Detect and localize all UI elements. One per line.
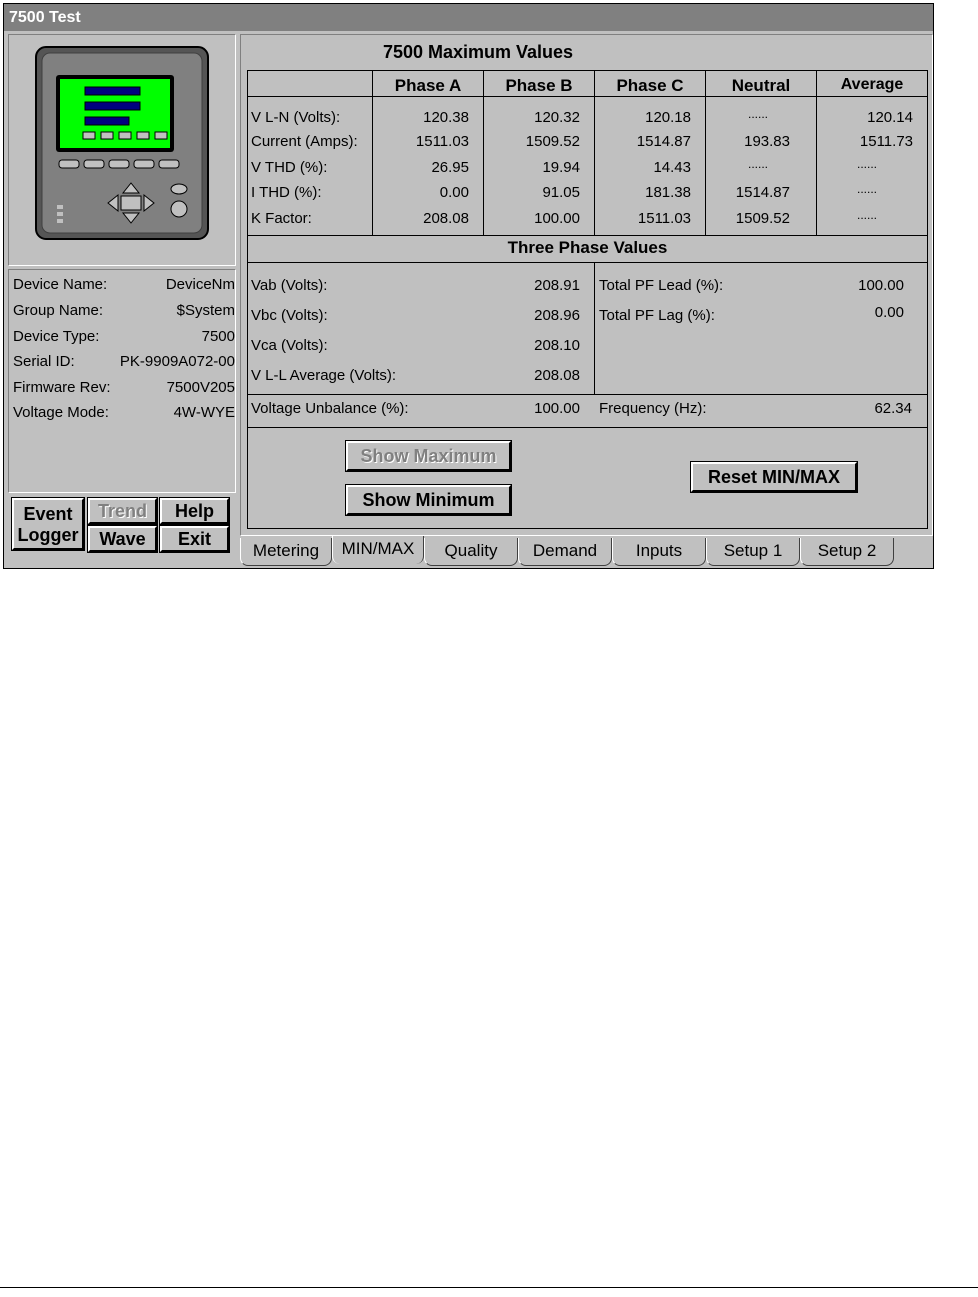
- table-cell: 1511.73: [859, 133, 913, 150]
- row-label-vthd: V THD (%):: [251, 159, 328, 176]
- table-cell: 181.38: [645, 184, 691, 201]
- page-bottom-rule: [0, 1287, 978, 1288]
- frequency-value: 62.34: [874, 400, 912, 417]
- three-phase-title: Three Phase Values: [507, 238, 668, 257]
- table-cell: 120.18: [645, 109, 691, 126]
- show-minimum-button[interactable]: Show Minimum: [346, 485, 511, 515]
- table-cell: ......: [856, 157, 877, 171]
- device-type-row: [13, 328, 235, 350]
- tab-setup-1[interactable]: Setup 1: [706, 538, 800, 566]
- tab-quality[interactable]: Quality: [424, 538, 518, 566]
- voltage-mode-label: Voltage Mode:: [13, 404, 109, 421]
- vll-average-value: 208.08: [534, 367, 580, 384]
- table-cell: 1514.87: [636, 133, 691, 150]
- tab-setup-2[interactable]: Setup 2: [800, 538, 894, 566]
- total-pf-lag-value: 0.00: [874, 304, 904, 321]
- table-cell: 120.32: [534, 109, 580, 126]
- event-logger-label-line1: Event: [23, 504, 73, 524]
- vll-average-label: V L-L Average (Volts):: [251, 367, 397, 384]
- voltage-mode-row: [13, 404, 235, 426]
- frequency-label: Frequency (Hz):: [599, 400, 707, 417]
- group-name-label: Group Name:: [13, 302, 104, 319]
- vbc-label: Vbc (Volts):: [251, 307, 328, 324]
- table-cell: 14.43: [653, 159, 691, 176]
- main-title-wrap: [240, 42, 978, 63]
- table-cell: 1511.03: [637, 210, 691, 227]
- reset-minmax-button[interactable]: Reset MIN/MAX: [691, 462, 857, 492]
- device-type-label: Device Type:: [13, 328, 100, 345]
- column-header-neutral: Neutral: [731, 76, 791, 95]
- table-cell: 120.14: [867, 109, 913, 126]
- table-cell: 0.00: [439, 184, 469, 201]
- row-label-current: Current (Amps):: [251, 133, 358, 150]
- table-cell: 91.05: [542, 184, 580, 201]
- device-picture-panel: [8, 34, 236, 266]
- event-logger-label-line2: Logger: [17, 525, 79, 545]
- vbc-value: 208.96: [534, 307, 580, 324]
- table-cell: ......: [856, 182, 877, 196]
- voltage-unbalance-label: Voltage Unbalance (%):: [251, 400, 409, 417]
- trend-button[interactable]: Trend: [88, 498, 157, 524]
- column-header-phase-c: Phase C: [616, 76, 684, 95]
- exit-button[interactable]: Exit: [160, 526, 229, 552]
- tab-min-max[interactable]: MIN/MAX: [332, 536, 424, 564]
- meter-device-icon: [9, 35, 235, 265]
- serial-id-label: Serial ID:: [13, 353, 75, 370]
- column-header-average: Average: [840, 76, 904, 93]
- device-type-value: 7500: [201, 328, 235, 345]
- main-title: 7500 Maximum Values: [382, 42, 574, 62]
- vab-value: 208.91: [534, 277, 580, 294]
- row-label-ithd: I THD (%):: [251, 184, 322, 201]
- header-divider: [247, 96, 928, 97]
- voltage-unbalance-value: 100.00: [534, 400, 580, 417]
- row-label-vln: V L-N (Volts):: [251, 109, 341, 126]
- vca-value: 208.10: [534, 337, 580, 354]
- table-cell: ......: [747, 107, 768, 121]
- table-cell: 1514.87: [735, 184, 790, 201]
- tab-inputs[interactable]: Inputs: [612, 538, 706, 566]
- column-header-phase-b: Phase B: [505, 76, 573, 95]
- table-cell: 1509.52: [525, 133, 580, 150]
- total-pf-lead-label: Total PF Lead (%):: [599, 277, 724, 294]
- vca-label: Vca (Volts):: [251, 337, 328, 354]
- device-name-row: [13, 276, 235, 298]
- event-logger-button[interactable]: [12, 498, 84, 550]
- show-maximum-button[interactable]: Show Maximum: [346, 441, 511, 471]
- table-cell: 26.95: [431, 159, 469, 176]
- firmware-rev-value: 7500V205: [166, 379, 235, 396]
- firmware-rev-row: [13, 379, 235, 401]
- total-pf-lead-value: 100.00: [858, 277, 904, 294]
- unbalance-top-divider: [247, 394, 928, 395]
- table-cell: 100.00: [534, 210, 580, 227]
- table-cell: 1511.03: [415, 133, 469, 150]
- table-cell: 193.83: [744, 133, 790, 150]
- group-name-row: [13, 302, 235, 324]
- three-phase-mid-divider: [594, 262, 595, 394]
- column-header-phase-a: Phase A: [394, 76, 462, 95]
- help-button[interactable]: Help: [160, 498, 229, 524]
- device-info-panel: [8, 269, 236, 493]
- table-cell: ......: [747, 157, 768, 171]
- buttons-top-divider: [247, 427, 928, 428]
- serial-id-row: [13, 353, 235, 375]
- table-cell: 208.08: [423, 210, 469, 227]
- window-title: 7500 Test: [4, 4, 933, 31]
- device-name-value: DeviceNm: [165, 276, 235, 293]
- table-cell: 1509.52: [735, 210, 790, 227]
- firmware-rev-label: Firmware Rev:: [13, 379, 111, 396]
- tab-metering[interactable]: Metering: [240, 538, 332, 566]
- tab-demand[interactable]: Demand: [518, 538, 612, 566]
- row-label-kfactor: K Factor:: [251, 210, 312, 227]
- voltage-mode-value: 4W-WYE: [173, 404, 235, 421]
- wave-button[interactable]: Wave: [88, 526, 157, 552]
- app-window: [3, 3, 934, 569]
- table-cell: ......: [856, 208, 877, 222]
- three-phase-top-divider: [247, 235, 928, 236]
- three-phase-header-divider: [247, 262, 928, 263]
- device-name-label: Device Name:: [13, 276, 108, 293]
- serial-id-value: PK-9909A072-00: [119, 353, 235, 370]
- group-name-value: $System: [176, 302, 235, 319]
- table-cell: 120.38: [423, 109, 469, 126]
- total-pf-lag-label: Total PF Lag (%):: [599, 307, 715, 324]
- vab-label: Vab (Volts):: [251, 277, 328, 294]
- table-cell: 19.94: [542, 159, 580, 176]
